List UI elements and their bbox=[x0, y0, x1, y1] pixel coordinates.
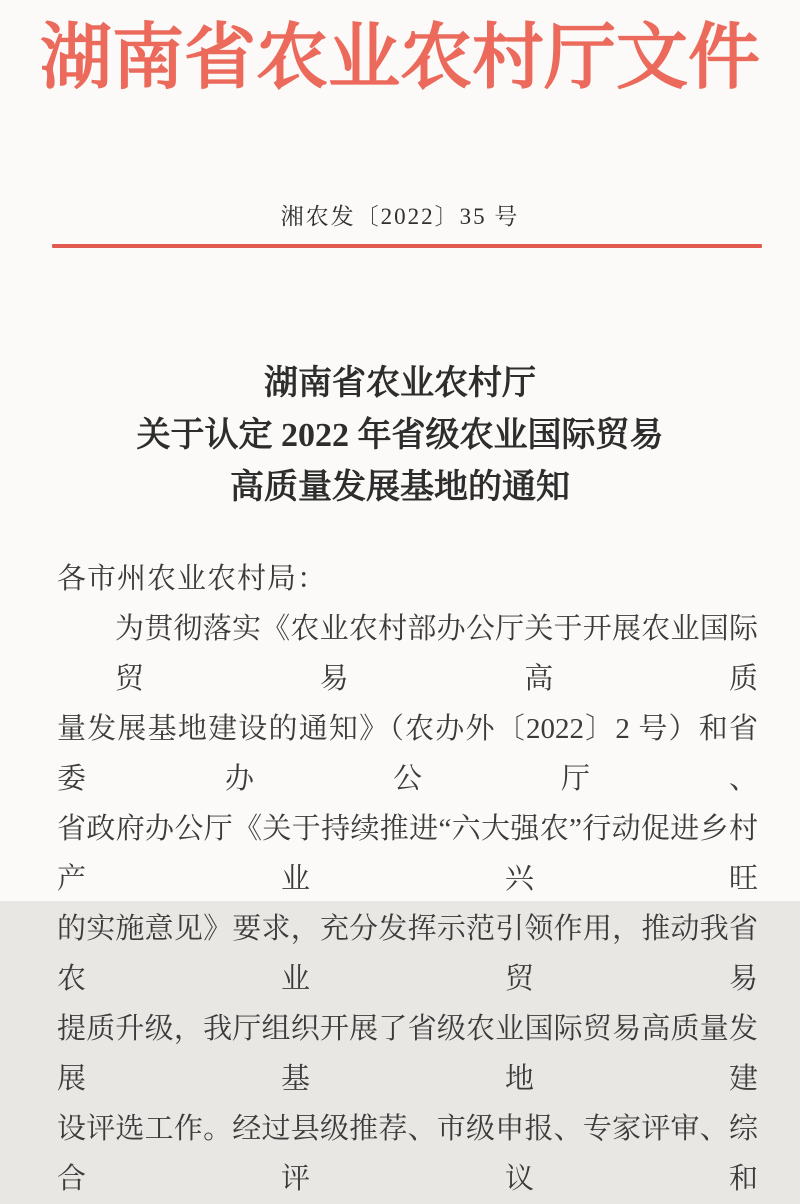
document-body bbox=[0, 554, 800, 1204]
body-line-1: 为贯彻落实《农业农村部办公厅关于开展农业国际贸易高质 bbox=[115, 613, 758, 695]
red-divider-line bbox=[52, 244, 762, 248]
document-title bbox=[0, 358, 800, 514]
document-title-line-2: 关于认定 2022 年省级农业国际贸易 bbox=[136, 417, 664, 454]
salutation: 各市州农业农村局： bbox=[57, 563, 328, 595]
document-title-line-1: 湖南省农业农村厅 bbox=[264, 365, 536, 402]
body-line-5: 提质升级，我厅组织开展了省级农业国际贸易高质量发展基地建 bbox=[57, 1013, 758, 1095]
body-paragraph bbox=[57, 604, 758, 1204]
document-number: 湘农发〔2022〕35 号 bbox=[280, 204, 520, 229]
body-line-3: 省政府办公厅《关于持续推进“六大强农”行动促进乡村产业兴旺 bbox=[57, 813, 758, 895]
document-title-line-3: 高质量发展基地的通知 bbox=[230, 469, 570, 506]
body-line-4: 的实施意见》要求，充分发挥示范引领作用，推动我省农业贸易 bbox=[57, 913, 758, 995]
body-line-6: 设评选工作。经过县级推荐、市级申报、专家评审、综合评议和 bbox=[57, 1113, 758, 1195]
body-line-2: 量发展基地建设的通知》（农办外〔2022〕2 号）和省委办公厅、 bbox=[57, 713, 758, 795]
document-header-title: 湖南省农业农村厅文件 bbox=[39, 18, 760, 98]
